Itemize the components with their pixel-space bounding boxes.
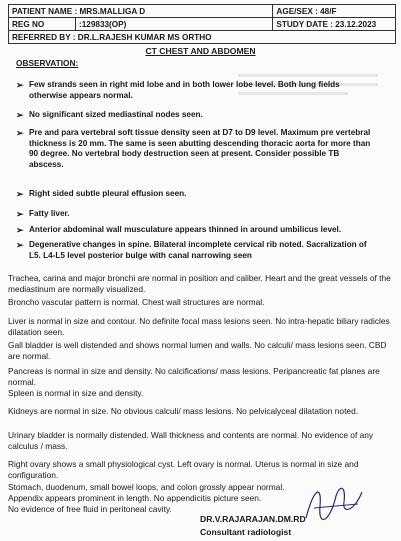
- report-paragraph: Trachea, carina and major bronchi are normal in position and caliber. Heart and the great vessels of the mediastinum are normally visualized.: [8, 273, 391, 294]
- patient-header-table: [8, 4, 396, 44]
- report-paragraph: Gall bladder is well distended and shows normal lumen and walls. No calculi/ mass lesions seen. CBD are normal.: [8, 340, 387, 361]
- reg-no-value: :129833(OP): [76, 18, 273, 31]
- report-paragraph: Right ovary shows a small physiological cyst. Left ovary is normal. Uterus is normal in size and configuration.: [8, 459, 359, 480]
- arrow-icon: ➢: [16, 80, 24, 90]
- study-date: STUDY DATE : 23.12.2023: [273, 18, 396, 31]
- arrow-icon: ➢: [16, 209, 24, 219]
- arrow-icon: ➢: [16, 189, 24, 199]
- report-paragraph: Pancreas is normal in size and density. No calcifications/ mass lesions. Peripancreatic fat planes are normal.: [8, 366, 380, 387]
- report-paragraph: Appendix appears prominent in length. No appendicitis picture seen.: [8, 493, 262, 503]
- referred-by: REFERRED BY : DR.L.RAJESH KUMAR MS ORTHO: [9, 31, 396, 44]
- report-paragraph: Spleen is normal in size and density.: [8, 388, 144, 398]
- report-paragraph: Broncho vascular pattern is normal. Chest wall structures are normal.: [8, 297, 265, 307]
- report-paragraph: Stomach, duodenum, small bowel loops, and colon grossly appear normal.: [8, 482, 285, 492]
- report-title: CT CHEST AND ABDOMEN: [145, 46, 256, 56]
- patient-name: PATIENT NAME : MRS.MALLIGA D: [9, 5, 273, 18]
- arrow-icon: ➢: [16, 240, 24, 250]
- age-sex: AGE/SEX : 48/F: [273, 5, 396, 18]
- observation-heading: OBSERVATION:: [16, 58, 79, 68]
- reg-no-label: REG NO: [9, 18, 76, 31]
- radiologist-title: Consultant radiologist: [200, 527, 292, 537]
- report-paragraph: Liver is normal in size and contour. No definite focal mass lesions seen. No intra-hepatic biliary radicles dilatation seen.: [8, 316, 390, 337]
- report-paragraph: Urinary bladder is normally distended. Wall thickness and contents are normal. No evidence of any calculus / mass.: [8, 430, 374, 451]
- arrow-icon: ➢: [16, 225, 24, 235]
- report-paragraph: Kidneys are normal in size. No obvious calculi/ mass lesions. No pelvicalyceal dilatation noted.: [8, 406, 359, 416]
- signature-scribble: [300, 478, 370, 528]
- arrow-icon: ➢: [16, 110, 24, 120]
- report-paragraph: No evidence of free fluid in peritoneal cavity.: [8, 504, 172, 514]
- radiologist-name: DR.V.RAJARAJAN.DM.RD: [200, 514, 306, 524]
- arrow-icon: ➢: [16, 128, 24, 138]
